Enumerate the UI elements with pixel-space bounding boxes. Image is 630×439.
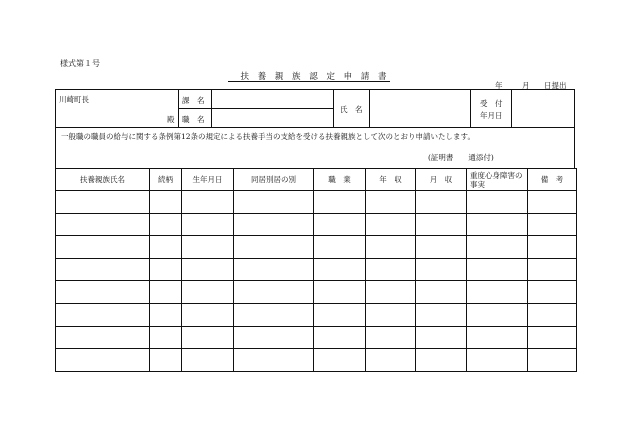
cell-disability[interactable] — [467, 303, 528, 326]
cell-monthly-income[interactable] — [416, 303, 467, 326]
cell-birthdate[interactable] — [182, 281, 234, 304]
table-row — [56, 258, 577, 281]
cell-name[interactable] — [56, 326, 150, 349]
table-header-row — [56, 169, 577, 191]
cell-cohabitation[interactable] — [234, 349, 314, 372]
cell-birthdate[interactable] — [182, 258, 234, 281]
cell-remarks[interactable] — [528, 281, 577, 304]
position-label: 職 名 — [182, 115, 205, 124]
cell-disability[interactable] — [467, 349, 528, 372]
date-day-label: 日提出 — [544, 81, 567, 90]
cell-disability[interactable] — [467, 191, 528, 214]
cell-cohabitation[interactable] — [234, 303, 314, 326]
cell-remarks[interactable] — [528, 349, 577, 372]
cell-annual-income[interactable] — [366, 191, 416, 214]
cell-birthdate[interactable] — [182, 236, 234, 259]
cell-name[interactable] — [56, 303, 150, 326]
col-header-monthly-income: 月 収 — [416, 169, 467, 191]
cell-occupation[interactable] — [314, 236, 366, 259]
cell-relationship[interactable] — [150, 326, 182, 349]
cell-name[interactable] — [56, 236, 150, 259]
addressee: 川崎町長 — [59, 95, 89, 104]
cell-relationship[interactable] — [150, 191, 182, 214]
department-label: 課 名 — [182, 96, 205, 105]
cell-cohabitation[interactable] — [234, 258, 314, 281]
cell-relationship[interactable] — [150, 236, 182, 259]
cell-birthdate[interactable] — [182, 303, 234, 326]
cell-monthly-income[interactable] — [416, 326, 467, 349]
title-underline — [228, 81, 390, 82]
cell-occupation[interactable] — [314, 258, 366, 281]
divider — [333, 90, 334, 127]
form-number: 様式第１号 — [60, 59, 100, 68]
cell-monthly-income[interactable] — [416, 213, 467, 236]
cell-annual-income[interactable] — [366, 326, 416, 349]
cell-relationship[interactable] — [150, 258, 182, 281]
cell-annual-income[interactable] — [366, 281, 416, 304]
department-field[interactable] — [212, 90, 333, 108]
cell-name[interactable] — [56, 213, 150, 236]
received-label: 受 付 — [480, 99, 503, 108]
cell-disability[interactable] — [467, 326, 528, 349]
cell-annual-income[interactable] — [366, 213, 416, 236]
col-header-disability: 重度心身障害の事実 — [467, 169, 528, 191]
table-body — [56, 191, 577, 372]
cell-remarks[interactable] — [528, 236, 577, 259]
name-field[interactable] — [370, 90, 470, 127]
table-row — [56, 326, 577, 349]
col-header-annual-income: 年 収 — [366, 169, 416, 191]
col-header-cohabitation: 同居別居の別 — [234, 169, 314, 191]
table-row — [56, 303, 577, 326]
cell-monthly-income[interactable] — [416, 258, 467, 281]
cell-cohabitation[interactable] — [234, 213, 314, 236]
cell-annual-income[interactable] — [366, 303, 416, 326]
cell-relationship[interactable] — [150, 281, 182, 304]
cell-monthly-income[interactable] — [416, 236, 467, 259]
cell-birthdate[interactable] — [182, 326, 234, 349]
cell-remarks[interactable] — [528, 258, 577, 281]
cell-disability[interactable] — [467, 213, 528, 236]
cell-remarks[interactable] — [528, 191, 577, 214]
table-row — [56, 191, 577, 214]
col-header-name: 扶養親族氏名 — [56, 169, 150, 191]
cell-birthdate[interactable] — [182, 213, 234, 236]
table-row — [56, 213, 577, 236]
cell-name[interactable] — [56, 281, 150, 304]
cell-occupation[interactable] — [314, 303, 366, 326]
cell-name[interactable] — [56, 258, 150, 281]
cell-cohabitation[interactable] — [234, 236, 314, 259]
cell-monthly-income[interactable] — [416, 191, 467, 214]
cell-cohabitation[interactable] — [234, 326, 314, 349]
date-year-label: 年 — [495, 81, 503, 90]
cell-remarks[interactable] — [528, 213, 577, 236]
date-month-label: 月 — [522, 81, 530, 90]
cell-occupation[interactable] — [314, 349, 366, 372]
divider — [470, 90, 471, 127]
cell-relationship[interactable] — [150, 349, 182, 372]
cell-monthly-income[interactable] — [416, 349, 467, 372]
statement-box — [55, 128, 575, 168]
col-header-remarks: 備 考 — [528, 169, 577, 191]
addressee-suffix: 殿 — [167, 115, 175, 124]
col-header-relationship: 続柄 — [150, 169, 182, 191]
cell-annual-income[interactable] — [366, 349, 416, 372]
cell-disability[interactable] — [467, 236, 528, 259]
cell-relationship[interactable] — [150, 303, 182, 326]
cell-disability[interactable] — [467, 281, 528, 304]
form-title: 扶 養 親 族 認 定 申 請 書 — [240, 72, 390, 82]
cell-remarks[interactable] — [528, 326, 577, 349]
cell-disability[interactable] — [467, 258, 528, 281]
cell-occupation[interactable] — [314, 191, 366, 214]
cell-occupation[interactable] — [314, 213, 366, 236]
cell-relationship[interactable] — [150, 213, 182, 236]
received-date-field[interactable] — [512, 90, 574, 127]
col-header-occupation: 職 業 — [314, 169, 366, 191]
name-label: 氏 名 — [340, 105, 363, 114]
attachment-note: (証明書 通添付) — [428, 153, 494, 162]
table-row — [56, 281, 577, 304]
cell-monthly-income[interactable] — [416, 281, 467, 304]
cell-cohabitation[interactable] — [234, 191, 314, 214]
cell-birthdate[interactable] — [182, 349, 234, 372]
cell-occupation[interactable] — [314, 281, 366, 304]
position-field[interactable] — [212, 109, 333, 127]
cell-name[interactable] — [56, 349, 150, 372]
cell-occupation[interactable] — [314, 326, 366, 349]
table-row — [56, 349, 577, 372]
dependents-table — [55, 168, 577, 372]
col-header-birthdate: 生年月日 — [182, 169, 234, 191]
cell-name[interactable] — [56, 191, 150, 214]
received-date-label: 年月日 — [480, 111, 503, 120]
applicant-header-box — [55, 89, 575, 128]
cell-annual-income[interactable] — [366, 236, 416, 259]
cell-annual-income[interactable] — [366, 258, 416, 281]
table-row — [56, 236, 577, 259]
application-statement: 一般職の職員の給与に関する条例第12条の規定による扶養手当の支給を受ける扶養親族として次のとおり申請いたします。 — [61, 132, 475, 141]
cell-birthdate[interactable] — [182, 191, 234, 214]
cell-cohabitation[interactable] — [234, 281, 314, 304]
cell-remarks[interactable] — [528, 303, 577, 326]
